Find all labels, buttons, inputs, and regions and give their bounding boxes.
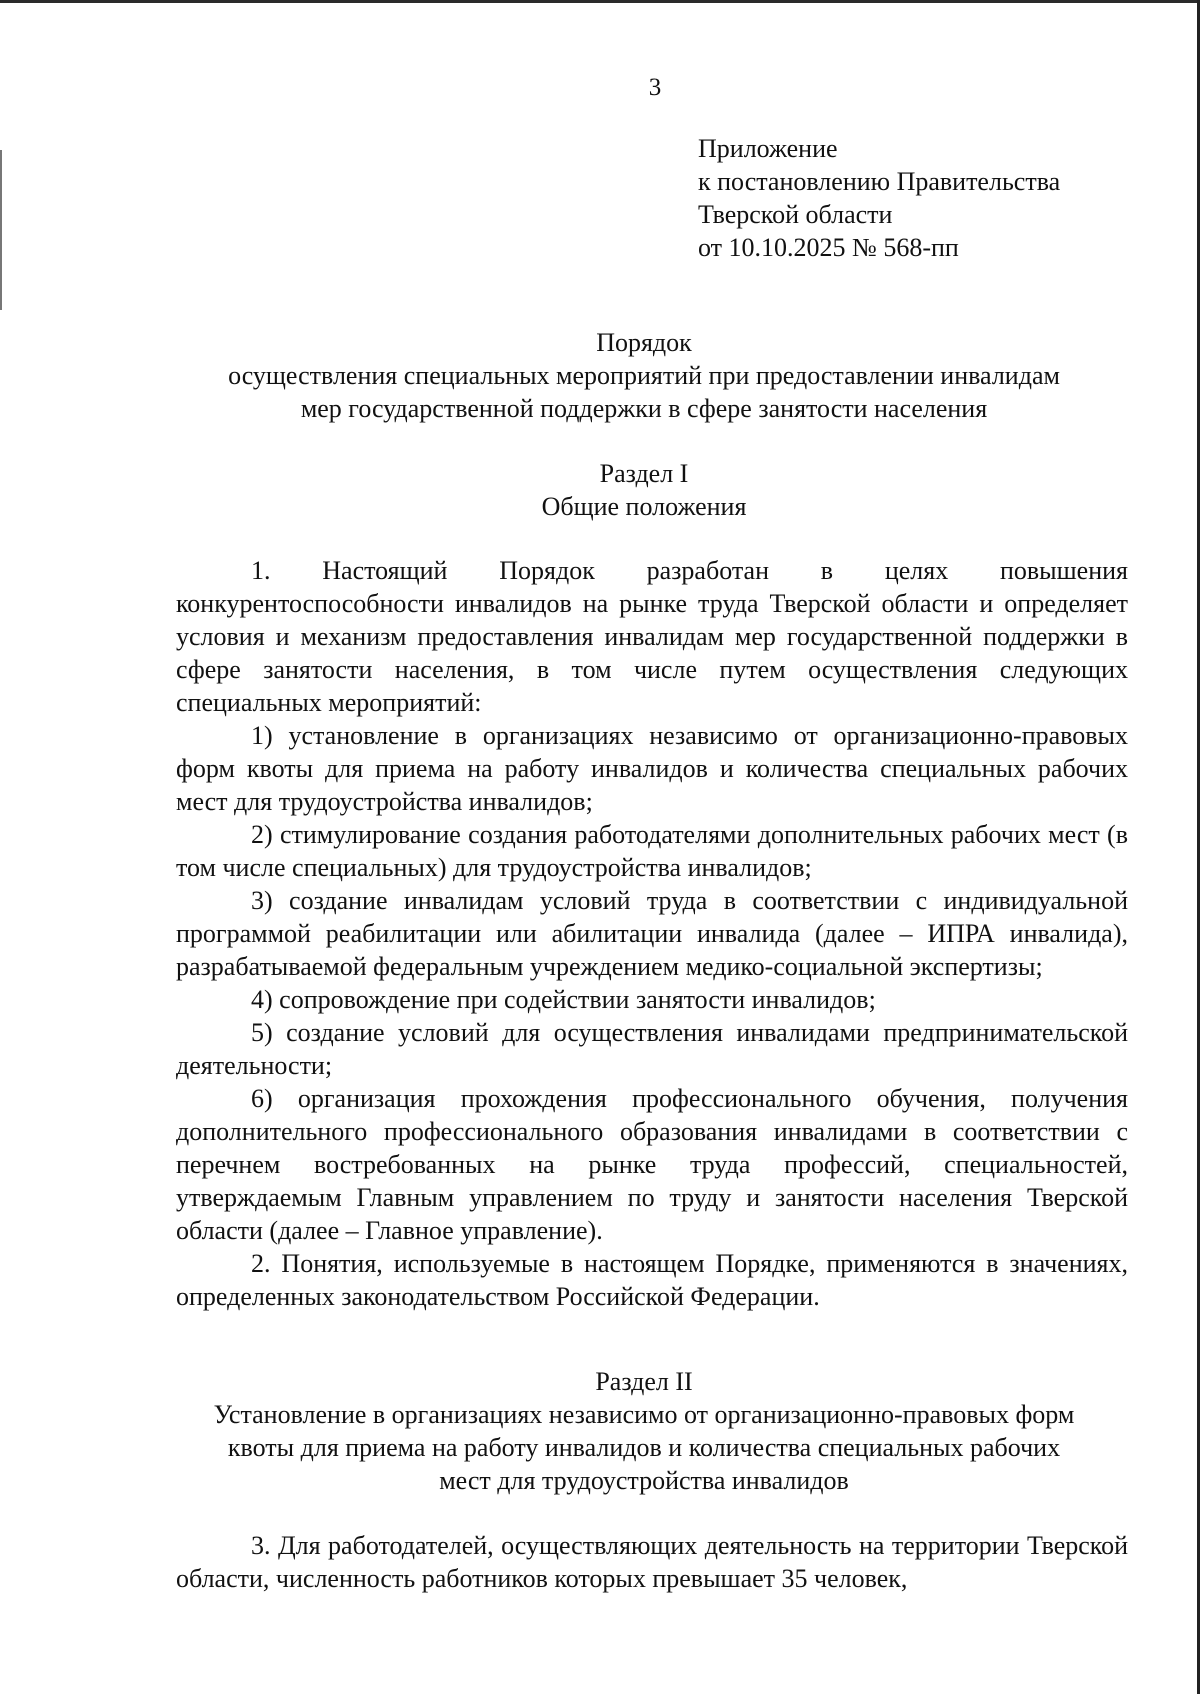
section-1-heading — [160, 457, 1128, 523]
section-number: Раздел II — [595, 1367, 693, 1396]
appendix-line: Приложение — [698, 134, 838, 163]
paragraph: 3. Для работодателей, осуществляющих деятельность на территории Тверской области, численность работников которых превышает 35 человек, — [176, 1531, 1128, 1593]
paragraph: 1) установление в организациях независимо от организационно-правовых форм квоты для приема на работу инвалидов и количества специальных рабочих мест для трудоустройства инвалидов; — [176, 721, 1128, 816]
title-line: мер государственной поддержки в сфере занятости населения — [300, 394, 988, 423]
paragraph: 4) сопровождение при содействии занятости инвалидов; — [251, 985, 876, 1014]
section-name: Общие положения — [541, 492, 747, 521]
paragraph: 5) создание условий для осуществления инвалидами предпринимательской деятельности; — [176, 1018, 1128, 1080]
scan-border-left — [0, 150, 2, 310]
document-title — [160, 326, 1128, 425]
paragraph: 6) организация прохождения профессионального обучения, получения дополнительного профессионального образования инвалидами в соответствии с перечнем востребованных на рынке труда профессий, специальностей, утверждаемым Главным управлением по труду и занятости населения Тверской области (далее – Главное управление). — [176, 1084, 1128, 1245]
section-number: Раздел I — [599, 459, 689, 488]
scan-border-top — [0, 0, 1200, 3]
appendix-line: к постановлению Правительства — [698, 167, 1061, 196]
paragraph: 1. Настоящий Порядок разработан в целях повышения конкурентоспособности инвалидов на рынке труда Тверской области и определяет условия и механизм предоставления инвалидам мер государственной поддержки в сфере занятости населения, в том числе путем осуществления следующих специальных мероприятий: — [176, 556, 1128, 717]
section-2-heading — [160, 1365, 1128, 1497]
section-2-body — [176, 1529, 1128, 1595]
appendix-block — [698, 132, 1060, 264]
section-name: мест для трудоустройства инвалидов — [439, 1466, 849, 1495]
appendix-line: Тверской области — [698, 200, 893, 229]
paragraph: 3) создание инвалидам условий труда в соответствии с индивидуальной программой реабилитации или абилитации инвалида (далее – ИПРА инвалида), разрабатываемой федеральным учреждением медико-социальной экспертизы; — [176, 886, 1128, 981]
page-number: 3 — [648, 74, 662, 101]
section-1-body — [176, 554, 1128, 1313]
section-name: квоты для приема на работу инвалидов и количества специальных рабочих — [227, 1433, 1061, 1462]
paragraph: 2) стимулирование создания работодателями дополнительных рабочих мест (в том числе специальных) для трудоустройства инвалидов; — [176, 820, 1128, 882]
paragraph: 2. Понятия, используемые в настоящем Порядке, применяются в значениях, определенных законодательством Российской Федерации. — [176, 1249, 1128, 1311]
appendix-line: от 10.10.2025 № 568-пп — [698, 233, 959, 262]
title-heading: Порядок — [596, 328, 692, 357]
title-line: осуществления специальных мероприятий при предоставлении инвалидам — [228, 361, 1060, 390]
section-name: Установление в организациях независимо от организационно-правовых форм — [213, 1400, 1075, 1429]
